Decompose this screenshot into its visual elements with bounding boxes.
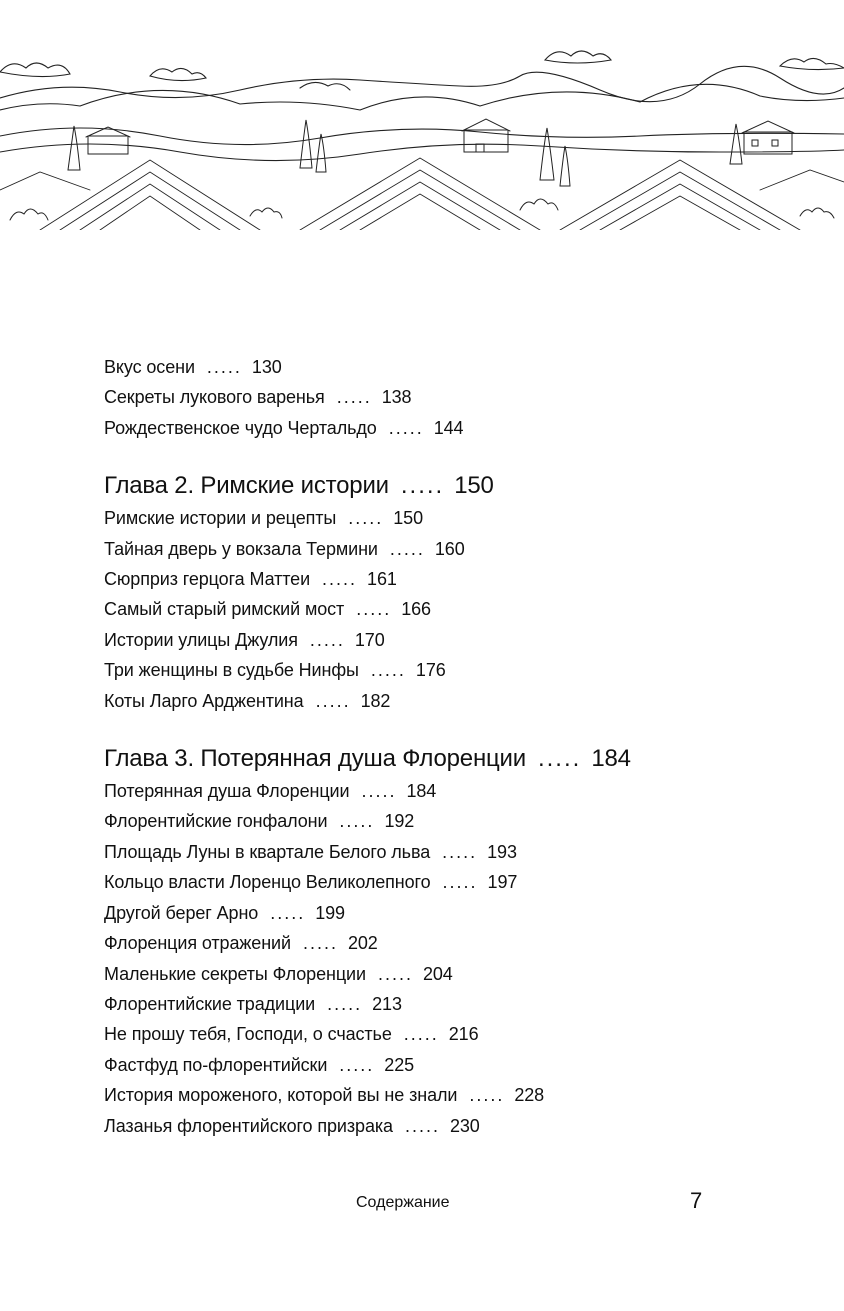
toc-entry[interactable] — [104, 928, 804, 958]
toc-leader-dots: ..... — [370, 660, 406, 681]
toc-entry-page: 150 — [393, 508, 423, 529]
page-number: 7 — [690, 1188, 703, 1213]
toc-chapter-heading[interactable] — [104, 742, 804, 776]
toc-entry-page: 176 — [415, 660, 446, 681]
toc-entry-page: 204 — [422, 963, 453, 984]
toc-entry[interactable] — [104, 1050, 804, 1080]
toc-leader-dots: ..... — [348, 508, 384, 529]
table-of-contents — [104, 352, 804, 1141]
running-footer-title: Содержание — [356, 1194, 450, 1211]
toc-entry[interactable] — [104, 686, 804, 716]
toc-leader-dots: ..... — [339, 811, 375, 832]
toc-entry-title: Потерянная душа Флоренции — [104, 781, 350, 802]
toc-chapter-heading[interactable] — [104, 469, 804, 503]
toc-entry-title: Флоренция отражений — [104, 933, 291, 954]
toc-leader-dots: ..... — [336, 387, 372, 408]
toc-entry-title: Лазанья флорентийского призрака — [104, 1115, 393, 1136]
toc-entry-title: Площадь Луны в квартале Белого льва — [104, 841, 431, 862]
toc-entry-page: 230 — [449, 1115, 480, 1136]
toc-entry-title: Другой берег Арно — [104, 902, 259, 923]
toc-entry[interactable] — [104, 534, 804, 564]
toc-entry[interactable] — [104, 503, 804, 533]
toc-entry[interactable] — [104, 382, 804, 412]
toc-entry-title: Рождественское чудо Чертальдо — [104, 417, 377, 438]
toc-entry-title: Три женщины в судьбе Нинфы — [104, 660, 359, 681]
toc-entry[interactable] — [104, 625, 804, 655]
toc-leader-dots: ..... — [327, 993, 363, 1014]
toc-entry[interactable] — [104, 1111, 804, 1141]
toc-entry[interactable] — [104, 959, 804, 989]
toc-entry[interactable] — [104, 837, 804, 867]
toc-leader-dots: ..... — [315, 690, 351, 711]
chapter-title: Глава 3. Потерянная душа Флоренции — [104, 745, 526, 773]
toc-entry-page: 216 — [448, 1024, 479, 1045]
toc-entry-page: 144 — [433, 417, 464, 438]
toc-entry-title: Кольцо власти Лоренцо Великолепного — [104, 872, 431, 893]
toc-entry[interactable] — [104, 776, 804, 806]
toc-leader-dots: ..... — [537, 745, 582, 773]
toc-leader-dots: ..... — [404, 1115, 440, 1136]
toc-entry[interactable] — [104, 413, 804, 443]
toc-entry-title: Фастфуд по-флорентийски — [104, 1054, 328, 1075]
toc-entry-title: Флорентийские гонфалони — [104, 811, 328, 832]
toc-leader-dots: ..... — [389, 538, 425, 559]
toc-leader-dots: ..... — [400, 472, 445, 500]
toc-entry-page: 170 — [354, 629, 385, 650]
toc-leader-dots: ..... — [442, 872, 478, 893]
toc-entry[interactable] — [104, 989, 804, 1019]
toc-leader-dots: ..... — [377, 963, 413, 984]
toc-entry-title: Не прошу тебя, Господи, о счастье — [104, 1024, 392, 1045]
toc-entry-page: 184 — [406, 781, 437, 802]
toc-entry[interactable] — [104, 867, 804, 897]
toc-entry[interactable] — [104, 806, 804, 836]
toc-entry-title: Коты Ларго Арджентина — [104, 690, 304, 711]
landscape-illustration — [0, 40, 844, 230]
toc-entry[interactable] — [104, 1080, 804, 1110]
toc-entry[interactable] — [104, 898, 804, 928]
toc-entry-page: 228 — [514, 1085, 545, 1106]
toc-leader-dots: ..... — [270, 902, 306, 923]
toc-entry-page: 199 — [315, 902, 345, 923]
toc-leader-dots: ..... — [322, 569, 358, 590]
toc-entry-title: Римские истории и рецепты — [104, 508, 337, 529]
toc-entry-page: 192 — [384, 811, 415, 832]
toc-entry-page: 202 — [347, 933, 378, 954]
toc-entry-title: Тайная дверь у вокзала Термини — [104, 538, 378, 559]
chapter-title: Глава 2. Римские истории — [104, 472, 389, 500]
toc-entry-title: Секреты лукового варенья — [104, 387, 325, 408]
toc-entry-page: 213 — [372, 993, 402, 1014]
toc-entry[interactable] — [104, 655, 804, 685]
toc-leader-dots: ..... — [339, 1054, 375, 1075]
toc-entry-page: 130 — [251, 357, 282, 377]
toc-entry-title: История мороженого, которой вы не знали — [104, 1085, 458, 1106]
chapter-page: 150 — [454, 472, 494, 500]
toc-entry-page: 160 — [434, 538, 465, 559]
toc-leader-dots: ..... — [206, 357, 242, 377]
toc-entry-title: Сюрприз герцога Маттеи — [104, 569, 311, 590]
toc-leader-dots: ..... — [302, 933, 338, 954]
toc-leader-dots: ..... — [356, 599, 392, 620]
toc-entry[interactable] — [104, 1019, 804, 1049]
toc-leader-dots: ..... — [388, 417, 424, 438]
toc-entry-page: 193 — [487, 841, 517, 862]
toc-entry[interactable] — [104, 564, 804, 594]
toc-entry-page: 225 — [384, 1054, 415, 1075]
toc-entry[interactable] — [104, 352, 804, 382]
toc-entry-page: 161 — [367, 569, 397, 590]
toc-leader-dots: ..... — [403, 1024, 439, 1045]
toc-entry-page: 166 — [401, 599, 431, 620]
toc-entry-title: Флорентийские традиции — [104, 993, 316, 1014]
toc-entry-title: Маленькие секреты Флоренции — [104, 963, 366, 984]
toc-entry-page: 138 — [381, 387, 412, 408]
toc-leader-dots: ..... — [469, 1085, 505, 1106]
toc-entry[interactable] — [104, 594, 804, 624]
toc-entry-title: Вкус осени — [104, 357, 195, 377]
toc-entry-page: 182 — [360, 690, 391, 711]
toc-leader-dots: ..... — [309, 629, 345, 650]
toc-entry-page: 197 — [487, 872, 518, 893]
chapter-page: 184 — [591, 745, 631, 773]
toc-entry-title: Самый старый римский мост — [104, 599, 345, 620]
toc-entry-title: Истории улицы Джулия — [104, 629, 298, 650]
toc-leader-dots: ..... — [442, 841, 478, 862]
toc-leader-dots: ..... — [361, 781, 397, 802]
